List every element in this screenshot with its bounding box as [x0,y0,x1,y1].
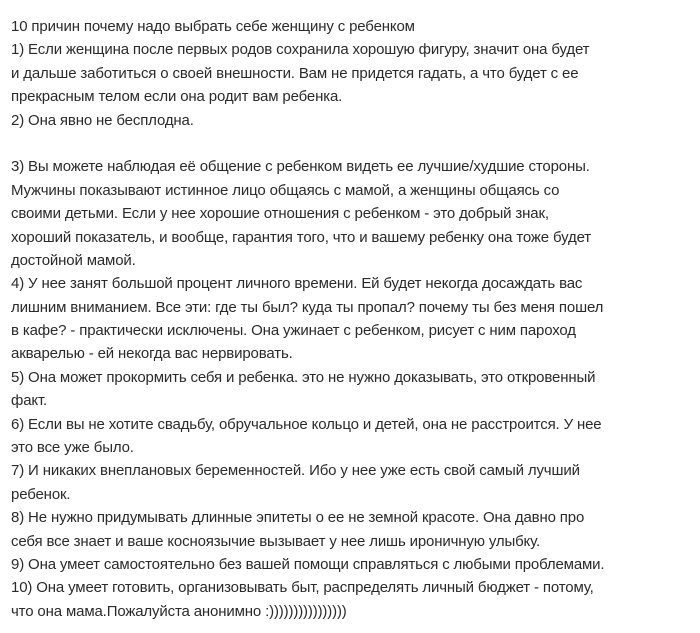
text-line: ребенок. [11,485,71,503]
reason-6 [11,413,690,460]
reason-1 [11,38,690,108]
text-line: факт. [11,392,48,410]
text-line: 3) Вы можете наблюдая её общение с ребенком видеть ее лучшие/худшие стороны. [11,158,590,176]
text-line: и дальше заботиться о своей внешности. Вам не придется гадать, а что будет с ее [11,64,579,82]
reason-8 [11,506,690,553]
text-line: 8) Не нужно придумывать длинные эпитеты о ее не земной красоте. Она давно про [11,509,585,527]
text-line: 4) У нее занят большой процент личного времени. Ей будет некогда досаждать вас [11,275,583,293]
reason-3 [11,155,690,272]
text-line: 10) Она умеет готовить, организовывать быт, распределять личный бюджет - потому, [11,579,594,597]
text-line: 9) Она умеет самостоятельно без вашей помощи справляться с любыми проблемами. [11,555,605,573]
reason-2 [11,109,690,132]
text-line: в кафе? - практически исключены. Она ужинает с ребенком, рисует с ним пароход [11,322,576,340]
text-line: лишним вниманием. Все эти: где ты был? куда ты пропал? почему ты без меня пошел [11,298,604,316]
text-line: хороший показатель, и вообще, гарантия того, что и вашему ребенку она тоже будет [11,228,592,246]
text-line: достойной мамой. [11,251,136,269]
text-line: что она мама.Пожалуйста анонимно :)))))))))))))))) [11,602,347,620]
text-line: 7) И никаких внеплановых беременностей. Ибо у нее уже есть свой самый лучший [11,462,580,480]
text-line: Мужчины показывают истинное лицо общаясь с мамой, а женщины общаясь со [11,181,560,199]
text-line: акварелью - ей некогда вас нервировать. [11,345,293,363]
text-line: 1) Если женщина после первых родов сохранила хорошую фигуру, значит она будет [11,41,590,59]
reason-4 [11,272,690,366]
text-line: 5) Она может прокормить себя и ребенка. это не нужно доказывать, это откровенный [11,368,596,386]
text-line: себя все знает и ваше косноязычие вызывает у нее лишь ироничную улыбку. [11,532,541,550]
reason-10 [11,576,690,623]
paragraph-gap [11,132,690,155]
text-line: 6) Если вы не хотите свадьбу, обручальное кольцо и детей, она не расстроится. У нее [11,415,602,433]
reason-9 [11,553,690,576]
text-line: своими детьми. Если у нее хорошие отношения с ребенком - это добрый знак, [11,205,549,223]
reason-5 [11,366,690,413]
text-line: прекрасным телом если она родит вам ребенка. [11,88,343,106]
text-line: это все уже было. [11,439,134,457]
document-title: 10 причин почему надо выбрать себе женщину с ребенком [11,18,415,35]
reason-7 [11,459,690,506]
text-line: 2) Она явно не бесплодна. [11,111,194,129]
